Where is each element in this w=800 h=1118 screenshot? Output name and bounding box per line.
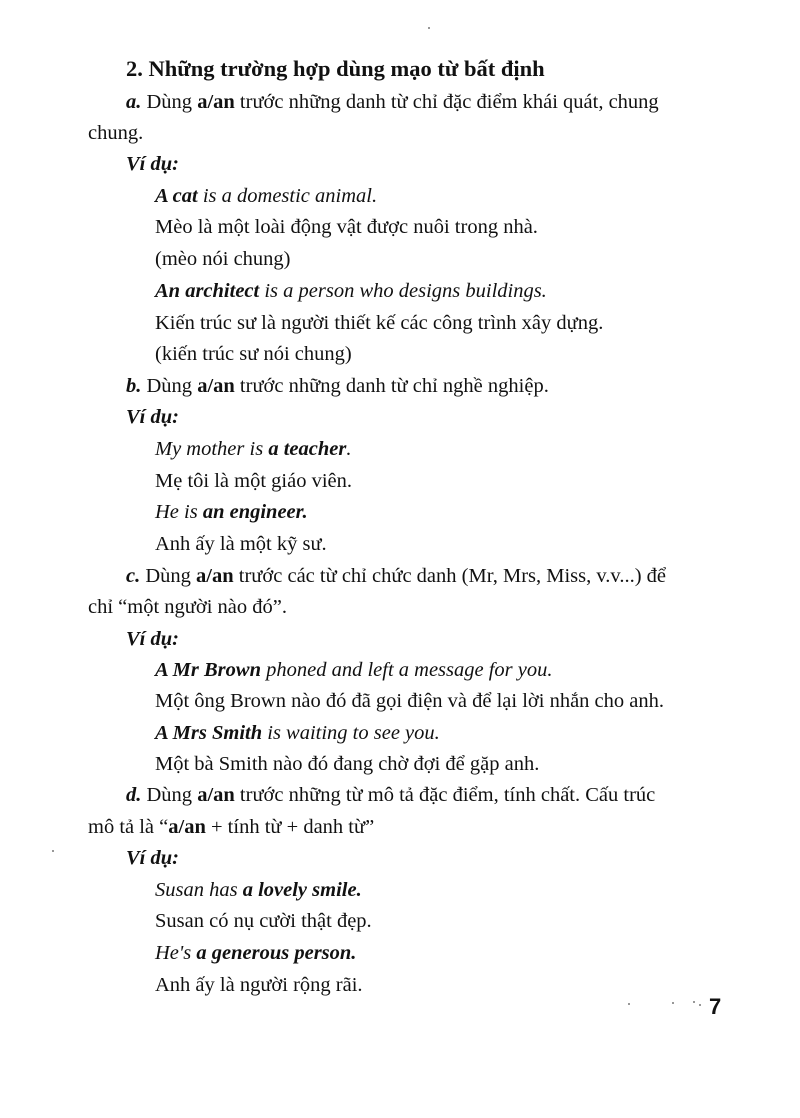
rule-d-label: d. — [126, 784, 142, 806]
rule-d — [126, 781, 655, 809]
scan-speck — [672, 1002, 674, 1004]
note-a1: (mèo nói chung) — [155, 248, 291, 270]
example-c2-text: is waiting to see you. — [262, 722, 440, 744]
example-d2-text: He's — [155, 942, 197, 964]
example-a2-text: is a person who designs buildings. — [259, 280, 547, 302]
translation-a1: Mèo là một loài động vật được nuôi trong nhà. — [155, 216, 538, 238]
example-c1-text: phoned and left a message for you. — [260, 659, 553, 681]
rule-d-continuation — [88, 813, 374, 841]
scan-speck — [52, 850, 54, 852]
rule-d-text2: trước những từ mô tả đặc điểm, tính chất. Cấu trúc — [234, 784, 656, 806]
scan-speck — [693, 1001, 695, 1003]
example-heading-d: Ví dụ: — [126, 847, 179, 869]
rule-b-keyword: a/an — [197, 375, 235, 397]
translation-a2: Kiến trúc sư là người thiết kế các công trình xây dựng. — [155, 312, 604, 334]
example-d2 — [155, 939, 356, 967]
example-d1-keyword: a lovely smile. — [242, 879, 362, 901]
scan-speck — [628, 1003, 630, 1005]
example-d2-keyword: a generous person. — [196, 942, 357, 964]
example-a1 — [155, 182, 377, 210]
scan-speck — [428, 27, 430, 29]
rule-c — [126, 562, 666, 590]
example-heading-b: Ví dụ: — [126, 406, 179, 428]
rule-b — [126, 372, 549, 400]
example-b2-keyword: an engineer. — [202, 501, 308, 523]
rule-d-text1: Dùng — [141, 784, 198, 806]
rule-c-keyword: a/an — [196, 565, 234, 587]
rule-d-cont-post: + tính từ + danh từ” — [205, 816, 375, 838]
example-a2-keyword: An architect — [155, 280, 260, 302]
rule-a-label: a. — [126, 91, 142, 113]
example-c2-keyword: A Mrs Smith — [155, 722, 263, 744]
section-title: 2. Những trường hợp dùng mạo từ bất định — [126, 56, 545, 81]
example-a2 — [155, 277, 547, 305]
rule-b-text2: trước những danh từ chỉ nghề nghiệp. — [234, 375, 549, 397]
rule-d-keyword: a/an — [197, 784, 235, 806]
example-c1 — [155, 656, 553, 684]
rule-c-label: c. — [126, 565, 141, 587]
rule-a-text2: trước những danh từ chỉ đặc điểm khái quát, chung — [234, 91, 659, 113]
example-b2-text: He is — [155, 501, 203, 523]
translation-d2: Anh ấy là người rộng rãi. — [155, 974, 363, 996]
example-b1 — [155, 435, 351, 463]
rule-b-label: b. — [126, 375, 142, 397]
example-a1-text: is a domestic animal. — [197, 185, 378, 207]
rule-c-continuation: chỉ “một người nào đó”. — [88, 596, 288, 618]
example-c2 — [155, 719, 440, 747]
rule-c-text2: trước các từ chỉ chức danh (Mr, Mrs, Miss, v.v...) để — [233, 565, 667, 587]
note-a2: (kiến trúc sư nói chung) — [155, 343, 352, 365]
rule-a — [126, 88, 659, 116]
page-number: 7 — [709, 994, 722, 1019]
translation-c2: Một bà Smith nào đó đang chờ đợi để gặp anh. — [155, 753, 540, 775]
translation-d1: Susan có nụ cười thật đẹp. — [155, 910, 372, 932]
rule-c-text1: Dùng — [140, 565, 197, 587]
example-d1-text: Susan has — [155, 879, 243, 901]
rule-a-continuation: chung. — [88, 122, 144, 144]
scan-speck — [699, 1004, 701, 1006]
example-b1-text: My mother is — [155, 438, 269, 460]
rule-d-cont-pre: mô tả là “ — [88, 816, 169, 838]
example-b1-keyword: a teacher — [268, 438, 347, 460]
rule-a-text1: Dùng — [141, 91, 198, 113]
example-d1 — [155, 876, 362, 904]
translation-b1: Mẹ tôi là một giáo viên. — [155, 470, 352, 492]
example-b1-end: . — [346, 438, 352, 460]
translation-c1: Một ông Brown nào đó đã gọi điện và để lại lời nhắn cho anh. — [155, 690, 665, 712]
example-a1-keyword: A cat — [155, 185, 198, 207]
example-heading-a: Ví dụ: — [126, 153, 179, 175]
example-b2 — [155, 498, 308, 526]
rule-b-text1: Dùng — [141, 375, 198, 397]
rule-a-keyword: a/an — [197, 91, 235, 113]
rule-d-cont-keyword: a/an — [168, 816, 206, 838]
example-heading-c: Ví dụ: — [126, 628, 179, 650]
example-c1-keyword: A Mr Brown — [155, 659, 261, 681]
translation-b2: Anh ấy là một kỹ sư. — [155, 533, 327, 555]
